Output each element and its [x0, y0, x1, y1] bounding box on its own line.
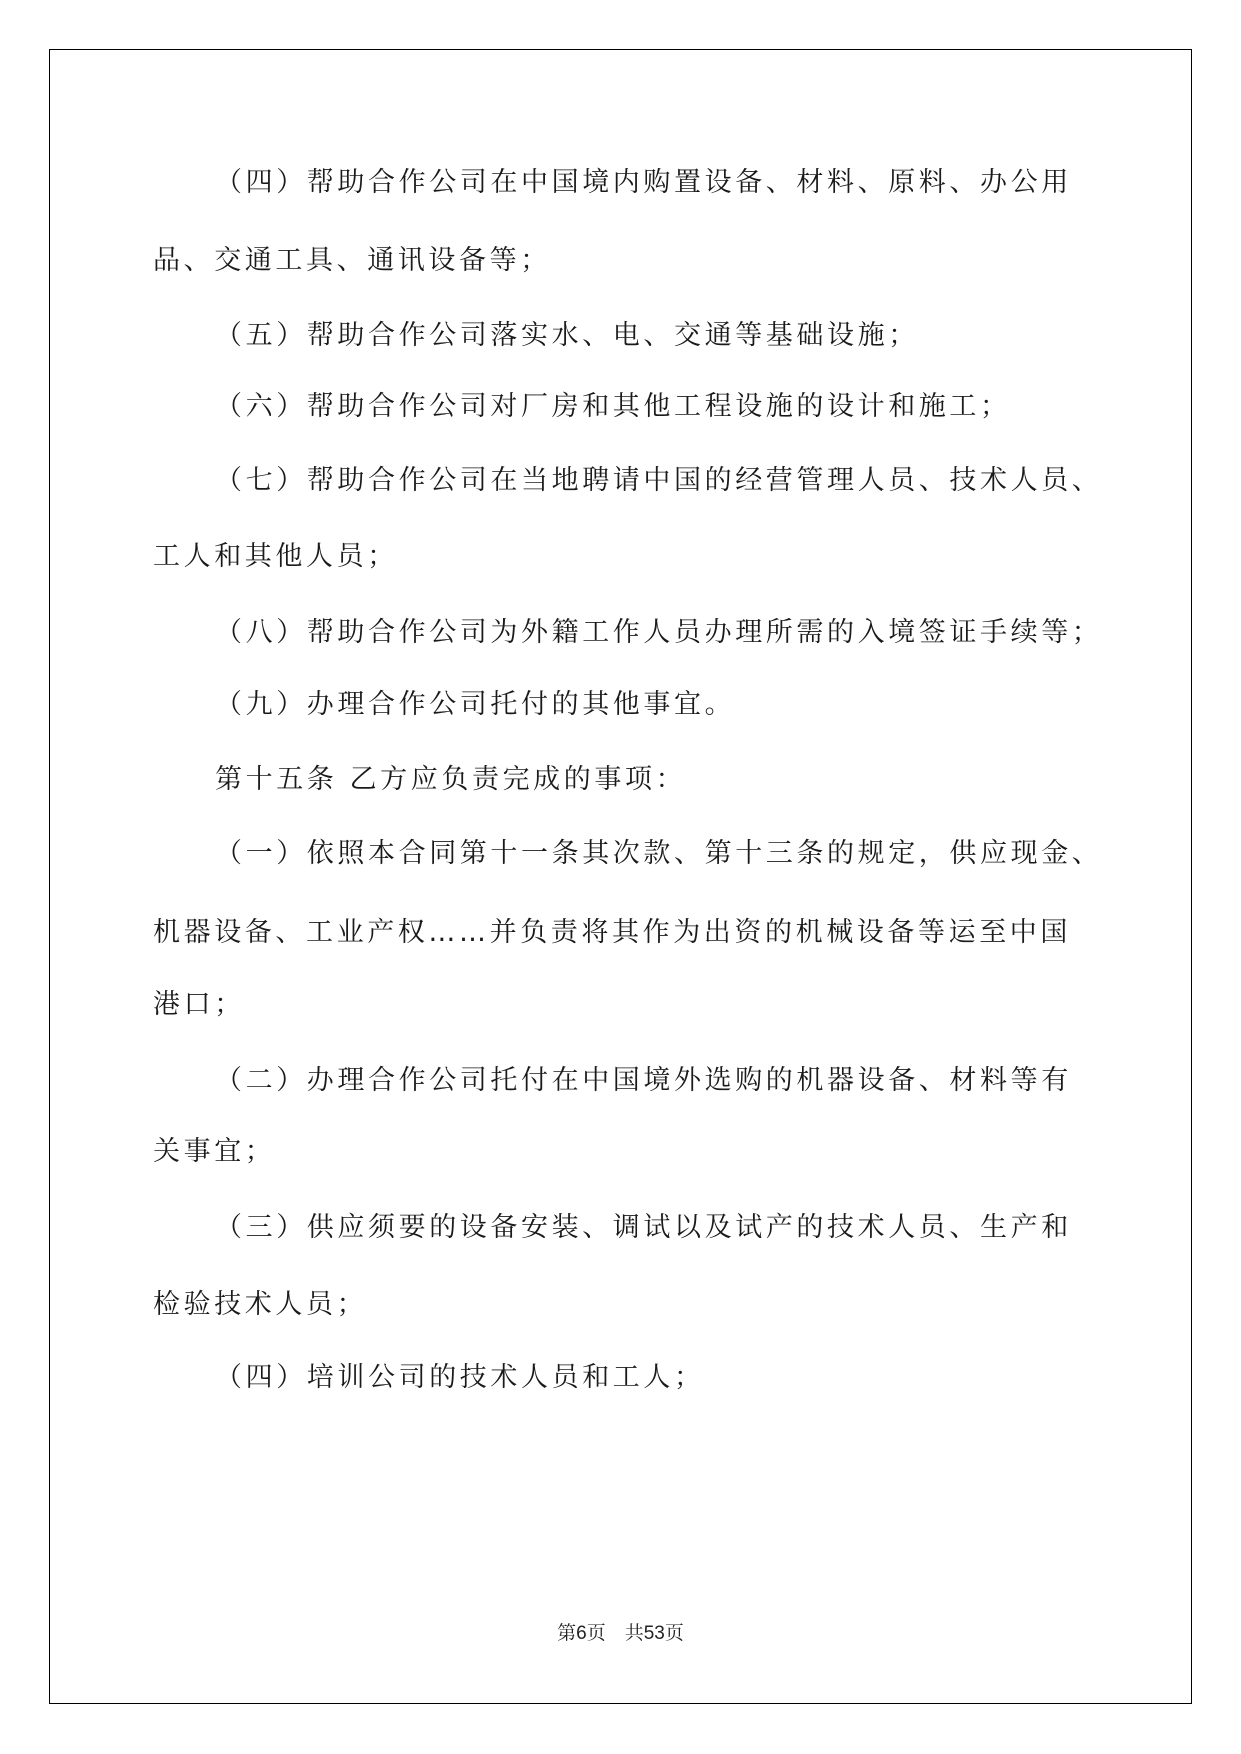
page-footer	[0, 1621, 1241, 1646]
paragraph-line: （一）依照本合同第十一条其次款、第十三条的规定，供应现金、	[215, 838, 1103, 869]
paragraph-line: （九）办理合作公司托付的其他事宜。	[215, 689, 736, 720]
paragraph-line: 机器设备、工业产权……并负责将其作为出资的机械设备等运至中国	[153, 917, 1071, 948]
paragraph-line: （七）帮助合作公司在当地聘请中国的经营管理人员、技术人员、	[215, 465, 1103, 496]
page-border	[49, 49, 1192, 1704]
footer-middle: 页 共	[586, 1622, 644, 1644]
paragraph-line: 品、交通工具、通讯设备等；	[153, 245, 551, 276]
article-heading: 第十五条 乙方应负责完成的事项：	[215, 764, 687, 795]
paragraph-line: （四）帮助合作公司在中国境内购置设备、材料、原料、办公用	[215, 167, 1072, 198]
paragraph-line: （五）帮助合作公司落实水、电、交通等基础设施；	[215, 320, 919, 351]
paragraph-line: 检验技术人员；	[153, 1289, 368, 1320]
paragraph-line: （三）供应须要的设备安装、调试以及试产的技术人员、生产和	[215, 1212, 1072, 1243]
paragraph-line: （四）培训公司的技术人员和工人；	[215, 1362, 705, 1393]
footer-total-pages: 53	[643, 1623, 665, 1644]
footer-page-number: 6	[576, 1623, 587, 1644]
paragraph-line: （八）帮助合作公司为外籍工作人员办理所需的入境签证手续等；	[215, 617, 1103, 648]
paragraph-line: 关事宜；	[153, 1136, 276, 1167]
paragraph-line: （六）帮助合作公司对厂房和其他工程设施的设计和施工；	[215, 391, 1011, 422]
footer-suffix: 页	[664, 1622, 684, 1644]
footer-prefix: 第	[557, 1622, 577, 1644]
paragraph-line: （二）办理合作公司托付在中国境外选购的机器设备、材料等有	[215, 1065, 1072, 1096]
paragraph-line: 港口；	[153, 989, 245, 1020]
paragraph-line: 工人和其他人员；	[153, 541, 398, 572]
